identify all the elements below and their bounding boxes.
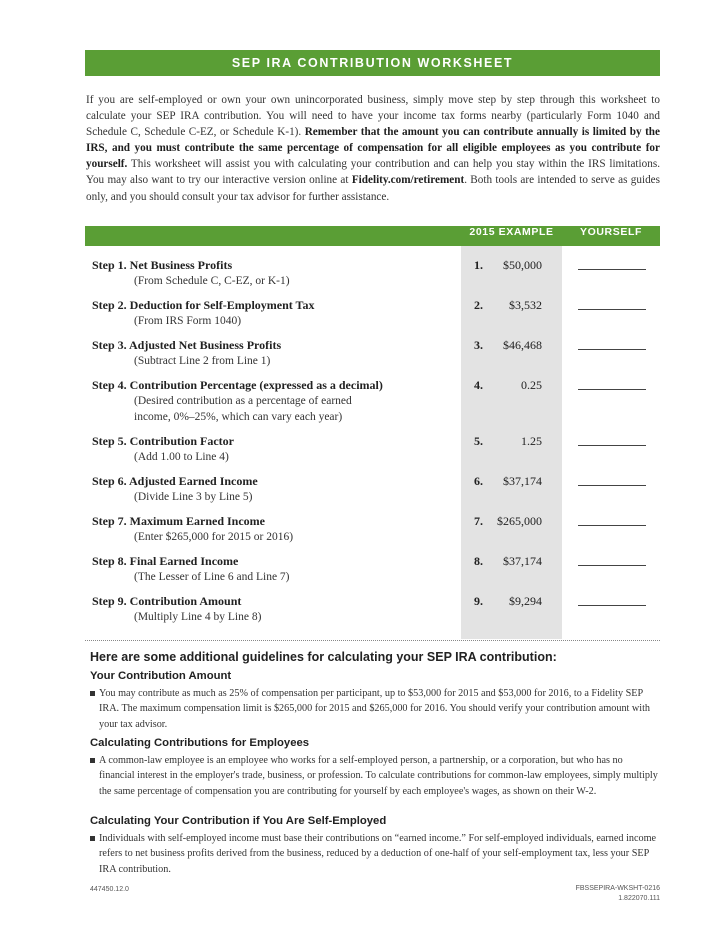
step-row bbox=[92, 257, 652, 289]
bullet-employees: A common-law employee is an employee who works for a self-employed person, a partnership, or a corporation, but who has no financial interest in the employer's trade, business, or profession. To calculate contributions for common-law employees, simply multiply the same percentage of compensation you are contributing for yourself by each employee's wages, as shown on their W-2. bbox=[90, 753, 658, 799]
section-title-contribution-amount: Your Contribution Amount bbox=[90, 670, 232, 682]
bullet-icon bbox=[90, 758, 95, 763]
step-number: 1. bbox=[474, 258, 483, 272]
divider bbox=[85, 640, 660, 641]
intro-paragraph: If you are self-employed or own your own unincorporated business, simply move step by step through this worksheet to calculate your SEP IRA contribution. You will need to have your income tax forms nearby (particularly Form 1040 and Schedule C, Schedule C-EZ, or Schedule K-1). Remember that the amount you can contribute annually is limited by the IRS, and you must contribute the same percentage of compensation for all eligible employees as you contribute for yourself. This worksheet will assist you with calculating your contribution and can help you stay within the IRS limitations. You may also want to try our interactive version online at Fidelity.com/retirement. Both tools are intended to serve as guides only, and you should consult your tax advisor for further assistance. bbox=[86, 94, 661, 203]
step-row bbox=[92, 473, 652, 505]
yourself-blank-field[interactable] bbox=[578, 565, 646, 566]
step-title: Step 5. Contribution Factor bbox=[92, 434, 234, 448]
example-value: $37,174 bbox=[503, 554, 542, 568]
step-title: Step 9. Contribution Amount bbox=[92, 594, 242, 608]
step-row bbox=[92, 433, 652, 465]
step-subtitle: income, 0%–25%, which can vary each year) bbox=[134, 411, 343, 423]
example-value: $50,000 bbox=[503, 258, 542, 272]
step-number: 2. bbox=[474, 298, 483, 312]
step-row bbox=[92, 553, 652, 585]
example-value: $265,000 bbox=[497, 514, 542, 528]
step-subtitle: (Enter $265,000 for 2015 or 2016) bbox=[134, 531, 294, 543]
bullet-contribution-amount: You may contribute as much as 25% of compensation per participant, up to $53,000 for 2015 and $53,000 for 2016, to a Fidelity SEP IRA. The maximum compensation limit is $265,000 for 2015 and $265,000 for 2016. You should verify your contribution amount with your tax advisor. bbox=[90, 686, 658, 732]
bullet-icon bbox=[90, 691, 95, 696]
bullet-icon bbox=[90, 836, 95, 841]
section-title-self-employed: Calculating Your Contribution if You Are Self-Employed bbox=[90, 815, 387, 827]
step-number: 3. bbox=[474, 338, 483, 352]
step-number: 6. bbox=[474, 474, 483, 488]
section-title-employees: Calculating Contributions for Employees bbox=[90, 737, 310, 749]
example-value: 1.25 bbox=[521, 434, 542, 448]
yourself-blank-field[interactable] bbox=[578, 485, 646, 486]
step-row bbox=[92, 337, 652, 369]
step-title: Step 7. Maximum Earned Income bbox=[92, 514, 265, 528]
yourself-blank-field[interactable] bbox=[578, 309, 646, 310]
step-number: 4. bbox=[474, 378, 483, 392]
step-subtitle: (Multiply Line 4 by Line 8) bbox=[134, 611, 262, 623]
step-subtitle: (Divide Line 3 by Line 5) bbox=[134, 491, 253, 503]
step-row bbox=[92, 513, 652, 545]
example-value: 0.25 bbox=[521, 378, 542, 392]
step-subtitle: (Desired contribution as a percentage of earned bbox=[134, 395, 352, 407]
step-number: 8. bbox=[474, 554, 483, 568]
step-row bbox=[92, 297, 652, 329]
bullet-self-employed: Individuals with self-employed income must base their contributions on “earned income.” For self-employed individuals, earned income refers to net business profits derived from the business, reduced by a deduction of one-half of your self-employment tax, less your SEP IRA contribution. bbox=[90, 831, 658, 877]
step-subtitle: (Add 1.00 to Line 4) bbox=[134, 451, 229, 463]
step-subtitle: (Subtract Line 2 from Line 1) bbox=[134, 355, 271, 367]
step-row bbox=[92, 377, 652, 425]
step-title: Step 2. Deduction for Self-Employment Tax bbox=[92, 298, 315, 312]
step-subtitle: (From Schedule C, C-EZ, or K-1) bbox=[134, 275, 290, 287]
step-title: Step 4. Contribution Percentage (expressed as a decimal) bbox=[92, 378, 383, 392]
step-row bbox=[92, 593, 652, 625]
table-header bbox=[85, 226, 660, 246]
footer-code-left: 447450.12.0 bbox=[90, 886, 129, 893]
step-title: Step 6. Adjusted Earned Income bbox=[92, 474, 258, 488]
step-number: 9. bbox=[474, 594, 483, 608]
guidelines-heading: Here are some additional guidelines for calculating your SEP IRA contribution: bbox=[90, 650, 557, 664]
example-value: $46,468 bbox=[503, 338, 542, 352]
yourself-blank-field[interactable] bbox=[578, 269, 646, 270]
step-title: Step 8. Final Earned Income bbox=[92, 554, 239, 568]
footer-code-right: FBSSEPIRA-WKSHT-0216 1.822070.111 bbox=[575, 885, 660, 902]
step-number: 5. bbox=[474, 434, 483, 448]
example-value: $37,174 bbox=[503, 474, 542, 488]
yourself-blank-field[interactable] bbox=[578, 389, 646, 390]
step-number: 7. bbox=[474, 514, 483, 528]
yourself-blank-field[interactable] bbox=[578, 445, 646, 446]
step-subtitle: (From IRS Form 1040) bbox=[134, 315, 242, 327]
example-column-header: 2015 EXAMPLE bbox=[469, 226, 554, 238]
step-title: Step 3. Adjusted Net Business Profits bbox=[92, 338, 282, 352]
step-title: Step 1. Net Business Profits bbox=[92, 258, 233, 272]
yourself-blank-field[interactable] bbox=[578, 349, 646, 350]
step-subtitle: (The Lesser of Line 6 and Line 7) bbox=[134, 571, 290, 583]
fidelity-link[interactable]: Fidelity.com/retirement bbox=[351, 174, 465, 187]
yourself-column-header: YOURSELF bbox=[580, 226, 642, 238]
yourself-blank-field[interactable] bbox=[578, 605, 646, 606]
worksheet-title: SEP IRA CONTRIBUTION WORKSHEET bbox=[85, 50, 660, 76]
example-value: $3,532 bbox=[509, 298, 542, 312]
yourself-blank-field[interactable] bbox=[578, 525, 646, 526]
example-value: $9,294 bbox=[509, 594, 542, 608]
